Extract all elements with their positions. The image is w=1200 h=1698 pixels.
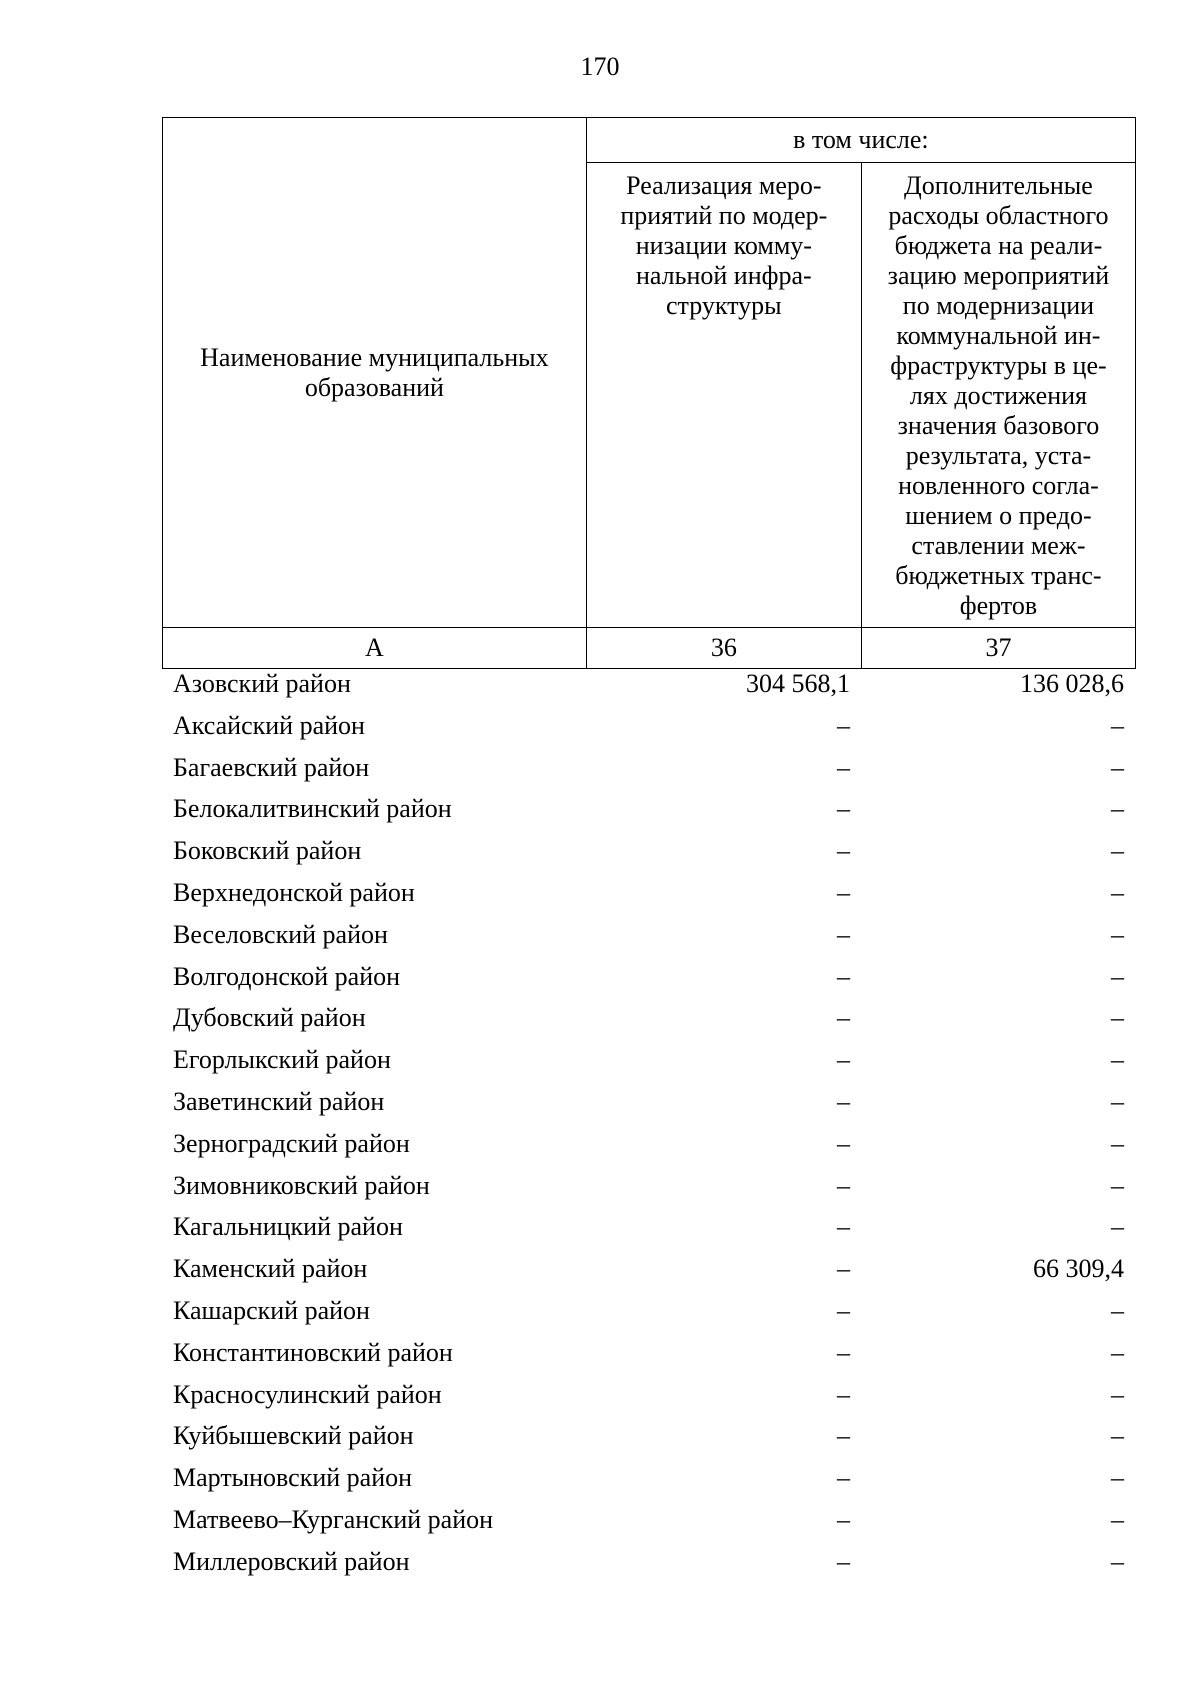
header-line: значения базового [897,411,1100,440]
row-name: Егорлыкский район [173,1045,391,1075]
row-value-37: – [1111,1128,1124,1158]
row-value-37: – [1111,1086,1124,1116]
column-header-name: Наименование муниципальных образований [163,118,587,628]
row-value-36: – [837,1212,850,1242]
row-value-36: – [837,1463,850,1493]
table-row [162,663,1136,705]
table-header [162,117,1136,669]
row-value-36: – [837,1128,850,1158]
header-line: расходы областного [888,201,1109,230]
row-value-37: 66 309,4 [1033,1254,1124,1284]
row-name: Волгодонской район [173,961,401,991]
table-row [162,1248,1136,1290]
row-value-37: – [1111,1003,1124,1033]
row-value-37: – [1111,877,1124,907]
row-value-37: – [1111,1045,1124,1075]
row-value-37: – [1111,919,1124,949]
header-line: бюджета на реали- [894,231,1103,260]
row-value-36: – [837,1170,850,1200]
row-name: Кашарский район [173,1295,370,1325]
header-line: низации комму- [635,231,812,260]
row-value-36: – [837,710,850,740]
table-row [162,997,1136,1039]
row-name: Матвеево–Курганский район [173,1504,494,1534]
row-name: Боковский район [173,836,362,866]
table-row [162,872,1136,914]
header-line: по модернизации [902,291,1095,320]
header-line: Дополнительные [904,171,1093,200]
row-value-37: – [1111,1212,1124,1242]
column-index-37: 37 [861,628,1135,669]
column-index-a: А [163,628,587,669]
table-row [162,1541,1136,1583]
row-value-37: – [1111,794,1124,824]
row-value-36: – [837,1504,850,1534]
table-row [162,1123,1136,1165]
row-value-36: – [837,1254,850,1284]
row-name: Красносулинский район [173,1379,442,1409]
table-row [162,1081,1136,1123]
column-header-36 [586,163,861,628]
header-line: нальной инфра- [635,261,812,290]
row-value-36: 304 568,1 [746,669,850,698]
row-value-37: – [1111,1546,1124,1576]
header-line: результата, уста- [905,441,1092,470]
table-row [162,1332,1136,1374]
row-value-36: – [837,1379,850,1409]
table-row [162,1165,1136,1207]
header-line: зацию мероприятий [887,261,1110,290]
header-line: приятий по модер- [620,201,828,230]
row-name: Аксайский район [173,710,365,740]
column-header-37 [861,163,1135,628]
header-line: бюджетных транс- [895,561,1102,590]
header-line: коммунальной ин- [896,321,1101,350]
row-name: Веселовский район [173,919,388,949]
row-name: Мартыновский район [173,1463,413,1493]
row-value-36: – [837,919,850,949]
row-value-36: – [837,1546,850,1576]
table-row [162,747,1136,789]
column-index-36: 36 [586,628,861,669]
row-value-36: – [837,1003,850,1033]
row-value-36: – [837,1295,850,1325]
column-header-36-lines [593,171,855,321]
table-row [162,956,1136,998]
row-value-37: – [1111,1421,1124,1451]
table-row [162,788,1136,830]
row-name: Каменский район [173,1254,368,1284]
header-line: шением о предо- [905,501,1092,530]
row-value-37: – [1111,752,1124,782]
row-value-36: – [837,1086,850,1116]
row-value-36: – [837,1421,850,1451]
row-value-37: – [1111,961,1124,991]
header-line: новленного согла- [898,471,1099,500]
table-row [162,1290,1136,1332]
row-value-37: 136 028,6 [1020,669,1124,698]
row-name: Миллеровский район [173,1546,410,1576]
row-value-36: – [837,877,850,907]
table-row [162,830,1136,872]
row-name: Кагальницкий район [173,1212,403,1242]
table-row [162,1206,1136,1248]
row-value-37: – [1111,836,1124,866]
header-line: Реализация меро- [626,171,822,200]
row-value-36: – [837,836,850,866]
row-name: Белокалитвинский район [173,794,452,824]
table-row [162,1499,1136,1541]
row-name: Дубовский район [173,1003,366,1033]
row-value-37: – [1111,1379,1124,1409]
row-value-36: – [837,794,850,824]
row-name: Азовский район [173,669,351,698]
row-name: Константиновский район [173,1337,453,1367]
row-name: Верхнедонской район [173,877,415,907]
row-name: Зимовниковский район [173,1170,430,1200]
row-value-37: – [1111,1170,1124,1200]
table-body [162,663,1136,1583]
table-row [162,705,1136,747]
row-value-36: – [837,1045,850,1075]
header-line: фертов [959,591,1038,620]
row-value-36: – [837,961,850,991]
row-value-37: – [1111,1337,1124,1367]
table-row [162,1039,1136,1081]
header-line: фраструктуры в це- [890,351,1107,380]
row-name: Куйбышевский район [173,1421,414,1451]
column-header-37-lines [868,171,1129,621]
row-value-36: – [837,752,850,782]
header-line: лях достижения [909,381,1087,410]
table-row [162,914,1136,956]
row-value-37: – [1111,1295,1124,1325]
table-row [162,1457,1136,1499]
row-name: Зерноградский район [173,1128,410,1158]
row-value-36: – [837,1337,850,1367]
header-line: структуры [666,291,782,320]
header-line: ставлении меж- [911,531,1086,560]
row-value-37: – [1111,710,1124,740]
row-name: Заветинский район [173,1086,385,1116]
page-number: 170 [580,52,620,81]
table-row [162,1415,1136,1457]
row-value-37: – [1111,1463,1124,1493]
row-value-37: – [1111,1504,1124,1534]
column-group-header: в том числе: [586,118,1135,163]
row-name: Багаевский район [173,752,370,782]
table-row [162,1374,1136,1416]
